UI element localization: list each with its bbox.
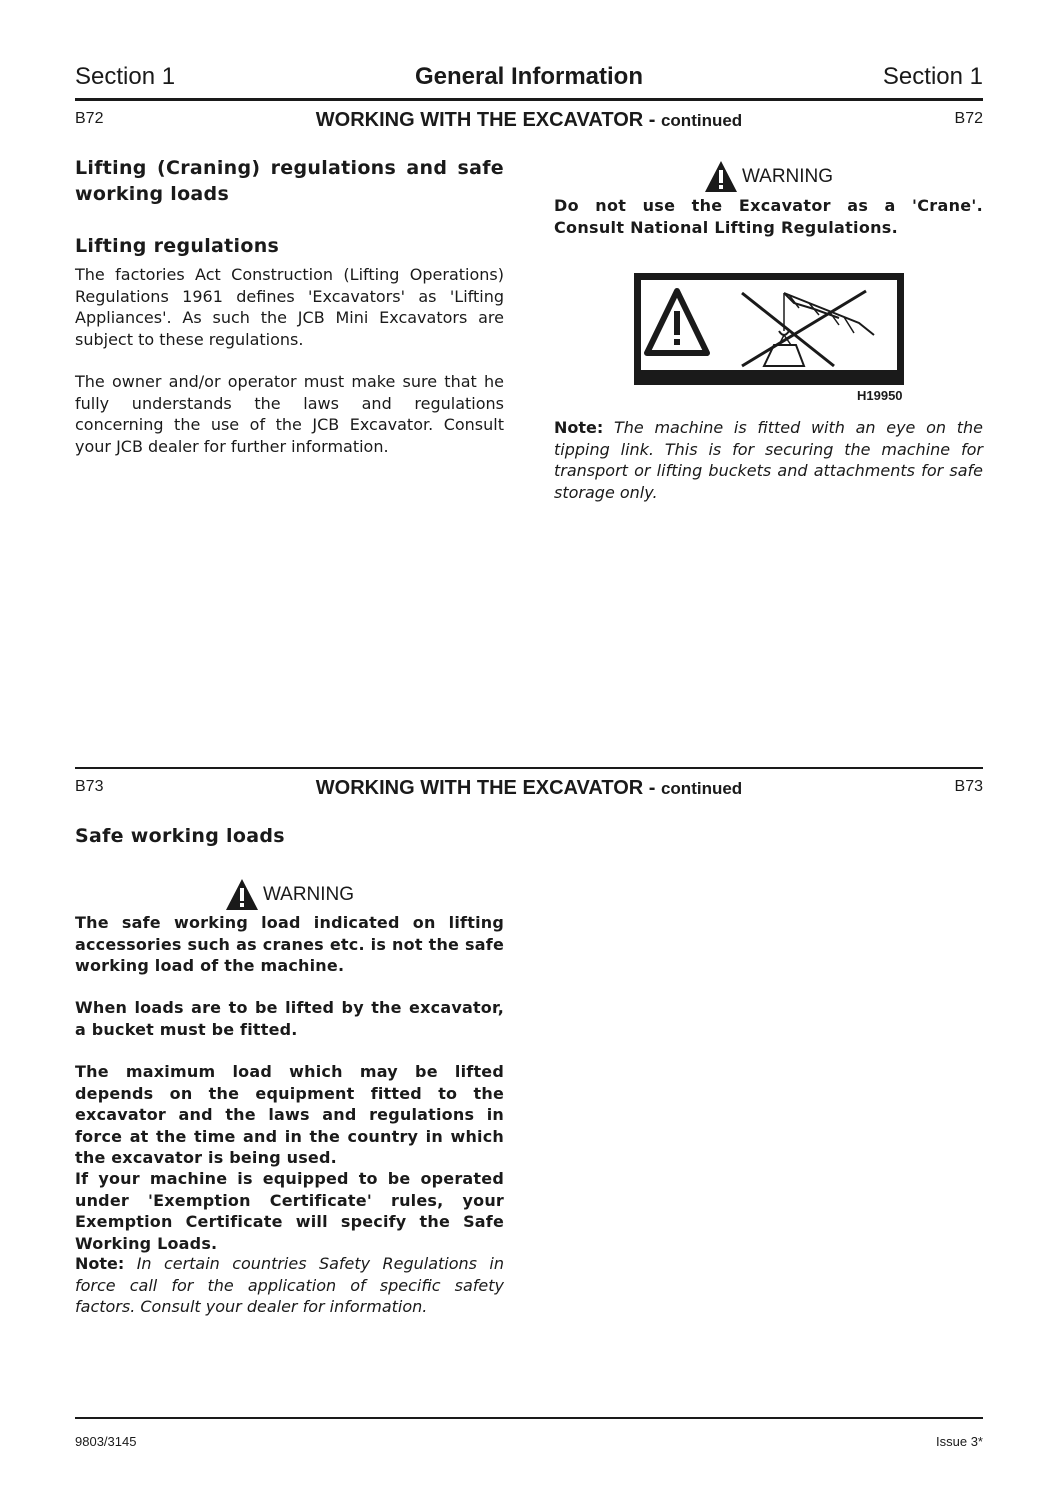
lifting-regulations-title: Lifting regulations: [75, 235, 280, 257]
tipping-link-note: [554, 417, 983, 503]
section-code-left: B73: [75, 778, 104, 795]
section-divider: [75, 767, 983, 769]
header-rule: [75, 98, 983, 101]
safe-working-loads-title: Safe working loads: [75, 825, 285, 847]
warning-label: WARNING: [741, 166, 834, 187]
page-title: General Information: [414, 63, 644, 90]
figure-code: H19950: [857, 388, 903, 403]
lifting-regulations-para-1: The factories Act Construction (Lifting Operations) Regulations 1961 defines 'Excavators' as 'Lifting Appliances'. As such the JCB Mini Excavators are subject to these regulations.: [75, 265, 504, 349]
lifting-craning-title: Lifting (Craning) regulations and safe working loads: [75, 157, 504, 205]
section-heading: [0, 777, 1058, 800]
warning-triangle-icon: [704, 160, 738, 194]
note-text: The machine is fitted with an eye on the tipping link. This is for securing the machine for transport or lifting buckets and attachments for safe storage only.: [554, 418, 983, 502]
warning-paragraph-4: If your machine is equipped to be operated under 'Exemption Certificate' rules, your Exemption Certificate will specify the Safe Working Loads.: [75, 1169, 504, 1253]
section-label-left: Section 1: [75, 63, 176, 90]
section-label-right: Section 1: [882, 63, 983, 90]
note-text: In certain countries Safety Regulations in force call for the application of specific safety factors. Consult your dealer for information.: [75, 1254, 504, 1316]
lifting-regulations-para-2: The owner and/or operator must make sure that he fully understands the laws and regulations concerning the use of the JCB Excavator. Consult your JCB dealer for further information.: [75, 372, 504, 456]
warning-header: [75, 878, 504, 912]
section-heading: [0, 109, 1058, 132]
section-heading-continued: continued: [660, 111, 743, 130]
warning-paragraph-1: The safe working load indicated on lifting accessories such as cranes etc. is not the safe working load of the machine.: [75, 913, 504, 975]
warning-header: [554, 160, 983, 194]
issue-number: Issue 3*: [936, 1434, 983, 1449]
no-crane-safety-decal: [634, 273, 904, 389]
section-code-right: B72: [954, 110, 983, 127]
warning-label: WARNING: [262, 884, 355, 905]
warning-paragraph-2: When loads are to be lifted by the excavator, a bucket must be fitted.: [75, 998, 504, 1039]
section-code-right: B73: [954, 778, 983, 795]
note-label: Note:: [75, 1254, 125, 1273]
section-heading-main: WORKING WITH THE EXCAVATOR -: [315, 109, 656, 131]
warning-paragraph-3: The maximum load which may be lifted depends on the equipment fitted to the excavator and the laws and regulations in force at the time and in the country in which the excavator is being used.: [75, 1062, 504, 1167]
section-heading-main: WORKING WITH THE EXCAVATOR -: [315, 777, 656, 799]
footer-rule: [75, 1417, 983, 1419]
crane-warning-text: Do not use the Excavator as a 'Crane'. Consult National Lifting Regulations.: [554, 196, 983, 237]
section-heading-continued: continued: [660, 779, 743, 798]
document-number: 9803/3145: [75, 1434, 137, 1449]
safety-factors-note: [75, 1253, 504, 1318]
warning-triangle-icon: [225, 878, 259, 912]
note-label: Note:: [554, 418, 604, 437]
section-code-left: B72: [75, 110, 104, 127]
